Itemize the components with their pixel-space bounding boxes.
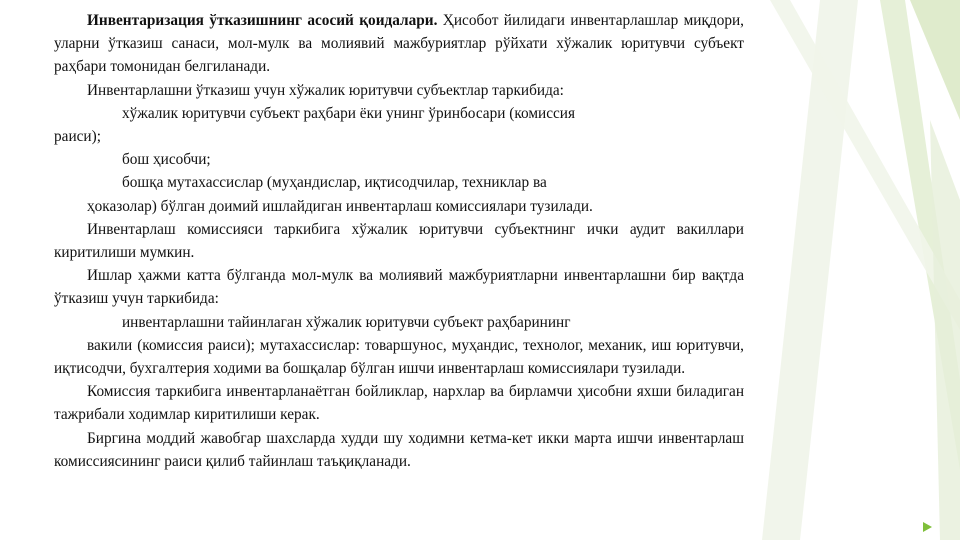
list-item-4: инвентарлашни тайинлаган хўжалик юритувчи субъект раҳбарининг xyxy=(122,313,571,331)
paragraph-6: Комиссия таркибига инвентарланаётган бойликлар, нархлар ва бирламчи ҳисобни яхши биладиган тажрибали ходимлар киритилиши керак. xyxy=(54,383,744,424)
paragraph-1-heading: Инвентаризация ўтказишнинг асосий қоидалари. xyxy=(87,12,438,29)
decor-stripe-1 xyxy=(762,0,858,540)
list-item-1-line-2: раиси); xyxy=(54,128,101,146)
paragraph-1-text: Ҳисобот йилидаги инвентарлашлар миқдори, уларни ўтказиш санаси, мол-мулк ва молиявий мажбуриятлар рўйхати хўжалик юритувчи субъект раҳбари томонидан белгиланади. xyxy=(54,12,745,76)
decor-stripe-5 xyxy=(930,120,960,540)
paragraph-3: Инвентарлаш комиссияси таркибига хўжалик юритувчи субъектнинг ички аудит вакиллари киритилиши мумкин. xyxy=(54,220,744,262)
paragraph-2: Инвентарлашни ўтказиш учун хўжалик юритувчи субъектлар таркибида: xyxy=(87,81,564,99)
paragraph-1 xyxy=(54,9,744,79)
paragraph-5: вакили (комиссия раиси); мутахассислар: товаршунос, муҳандис, технолог, механик, иш юритувчи, иқтисодчи, бухгалтерия ходими ва бошқалар бўлган ишчи инвентарлаш комиссиялари тузилади. xyxy=(54,336,744,378)
list-item-2: бош ҳисобчи; xyxy=(122,151,211,169)
paragraph-7: Биргина моддий жавобгар шахсларда худди шу ходимни кетма-кет икки марта ишчи инвентарлаш комиссиясининг раиси қилиб тайинлаш таъқиқланади. xyxy=(54,429,744,470)
list-item-3-line-1: бошқа мутахассислар (муҳандислар, иқтисодчилар, техниклар ва xyxy=(122,174,547,192)
list-item-3-line-2: ҳоказолар) бўлган доимий ишлайдиган инвентарлаш комиссиялари тузилади. xyxy=(87,197,593,215)
document-body xyxy=(54,9,744,473)
next-slide-arrow-icon[interactable] xyxy=(923,522,932,532)
paragraph-4: Ишлар ҳажми катта бўлганда мол-мулк ва молиявий мажбуриятларни инвентарлашни бир вақтда ўтказиш учун таркибида: xyxy=(54,267,744,308)
list-item-1-line-1: хўжалик юритувчи субъект раҳбари ёки унинг ўринбосари (комиссия xyxy=(122,104,576,122)
